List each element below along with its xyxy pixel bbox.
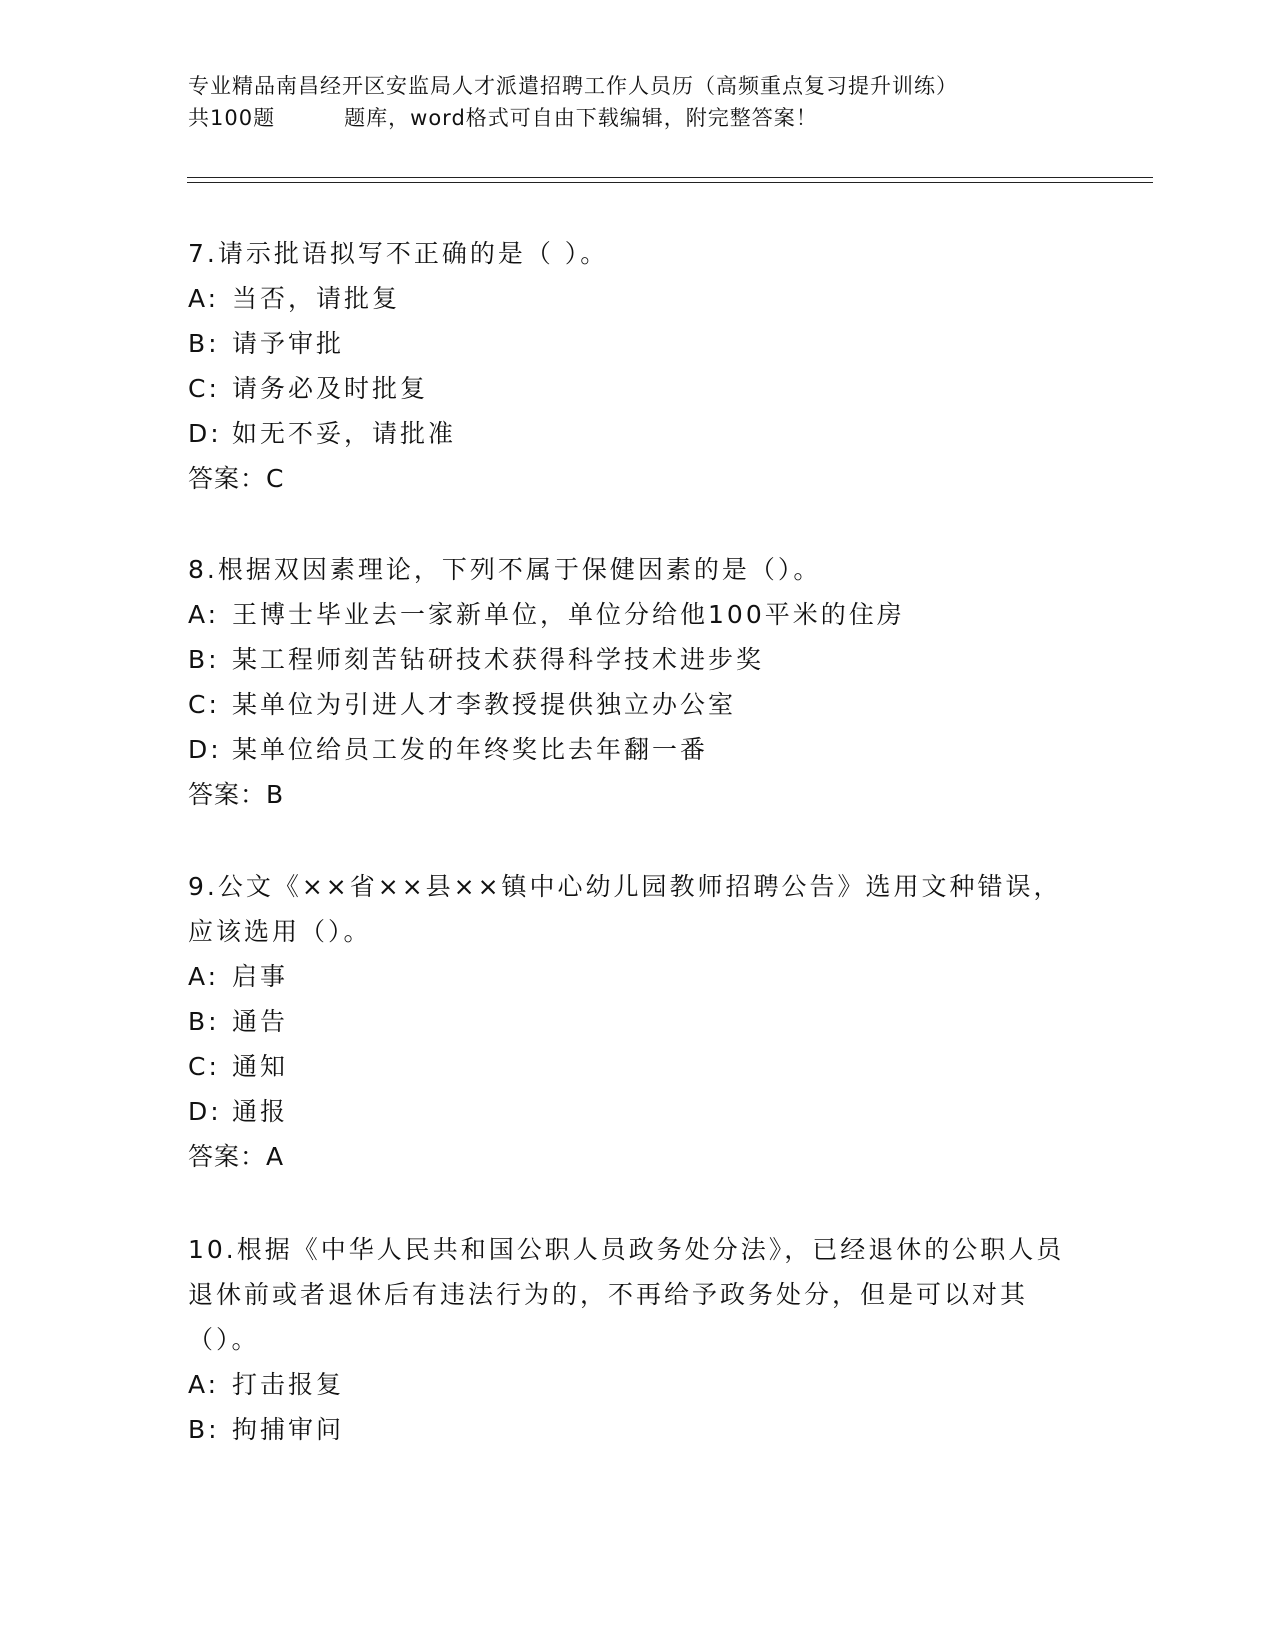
option-c [188, 682, 1068, 727]
option-text: 某工程师刻苦钻研技术获得科学技术进步奖 [232, 645, 765, 674]
option-text: 通知 [232, 1052, 289, 1081]
option-letter: A: [188, 1370, 220, 1399]
option-letter: C: [188, 374, 220, 403]
option-letter: D: [188, 419, 222, 448]
option-letter: A: [188, 284, 220, 313]
option-c [188, 366, 1068, 411]
option-letter: C: [188, 690, 220, 719]
option-letter: B: [188, 1415, 220, 1444]
option-text: 王博士毕业去一家新单位，单位分给他100平米的住房 [232, 600, 905, 629]
option-text: 当否，请批复 [232, 284, 401, 313]
option-text: 请务必及时批复 [232, 374, 429, 403]
option-text: 某单位给员工发的年终奖比去年翻一番 [232, 735, 709, 764]
option-d [188, 727, 1068, 772]
option-c [188, 1044, 1068, 1089]
option-letter: B: [188, 645, 220, 674]
answer-line: 答案：A [188, 1142, 285, 1171]
option-letter: D: [188, 735, 222, 764]
question-9 [188, 864, 1068, 1180]
option-letter: A: [188, 600, 220, 629]
question-stem: 8.根据双因素理论，下列不属于保健因素的是（）。 [188, 555, 822, 584]
header-divider-bottom [187, 182, 1153, 183]
option-text: 通报 [232, 1097, 289, 1126]
option-text: 通告 [232, 1007, 289, 1036]
document-header [188, 70, 1088, 134]
header-subtitle: 共100题 题库，word格式可自由下载编辑，附完整答案！ [188, 106, 818, 130]
option-text: 打击报复 [232, 1370, 345, 1399]
option-a [188, 1362, 1068, 1407]
option-b [188, 1407, 1068, 1452]
option-b [188, 321, 1068, 366]
option-a [188, 276, 1068, 321]
header-title: 专业精品南昌经开区安监局人才派遣招聘工作人员历（高频重点复习提升训练） [188, 74, 958, 98]
question-7 [188, 231, 1068, 502]
option-text: 拘捕审问 [232, 1415, 345, 1444]
question-stem: 9.公文《××省××县××镇中心幼儿园教师招聘公告》选用文种错误，应该选用（）。 [188, 872, 1062, 946]
question-10 [188, 1227, 1068, 1452]
answer-line: 答案：B [188, 780, 285, 809]
option-text: 启事 [232, 962, 289, 991]
option-b [188, 637, 1068, 682]
option-letter: D: [188, 1097, 222, 1126]
option-b [188, 999, 1068, 1044]
option-d [188, 411, 1068, 456]
option-text: 某单位为引进人才李教授提供独立办公室 [232, 690, 737, 719]
option-letter: C: [188, 1052, 220, 1081]
option-letter: B: [188, 329, 220, 358]
answer-line: 答案：C [188, 464, 285, 493]
option-letter: B: [188, 1007, 220, 1036]
option-text: 请予审批 [232, 329, 345, 358]
option-a [188, 954, 1068, 999]
option-text: 如无不妥，请批准 [232, 419, 457, 448]
question-8 [188, 547, 1068, 818]
option-d [188, 1089, 1068, 1134]
option-letter: A: [188, 962, 220, 991]
header-divider-top [187, 177, 1153, 178]
question-stem: 7.请示批语拟写不正确的是（ ）。 [188, 239, 609, 268]
question-stem: 10.根据《中华人民共和国公职人员政务处分法》，已经退休的公职人员退休前或者退休后有违法行为的，不再给予政务处分，但是可以对其（）。 [188, 1235, 1065, 1354]
option-a [188, 592, 1068, 637]
